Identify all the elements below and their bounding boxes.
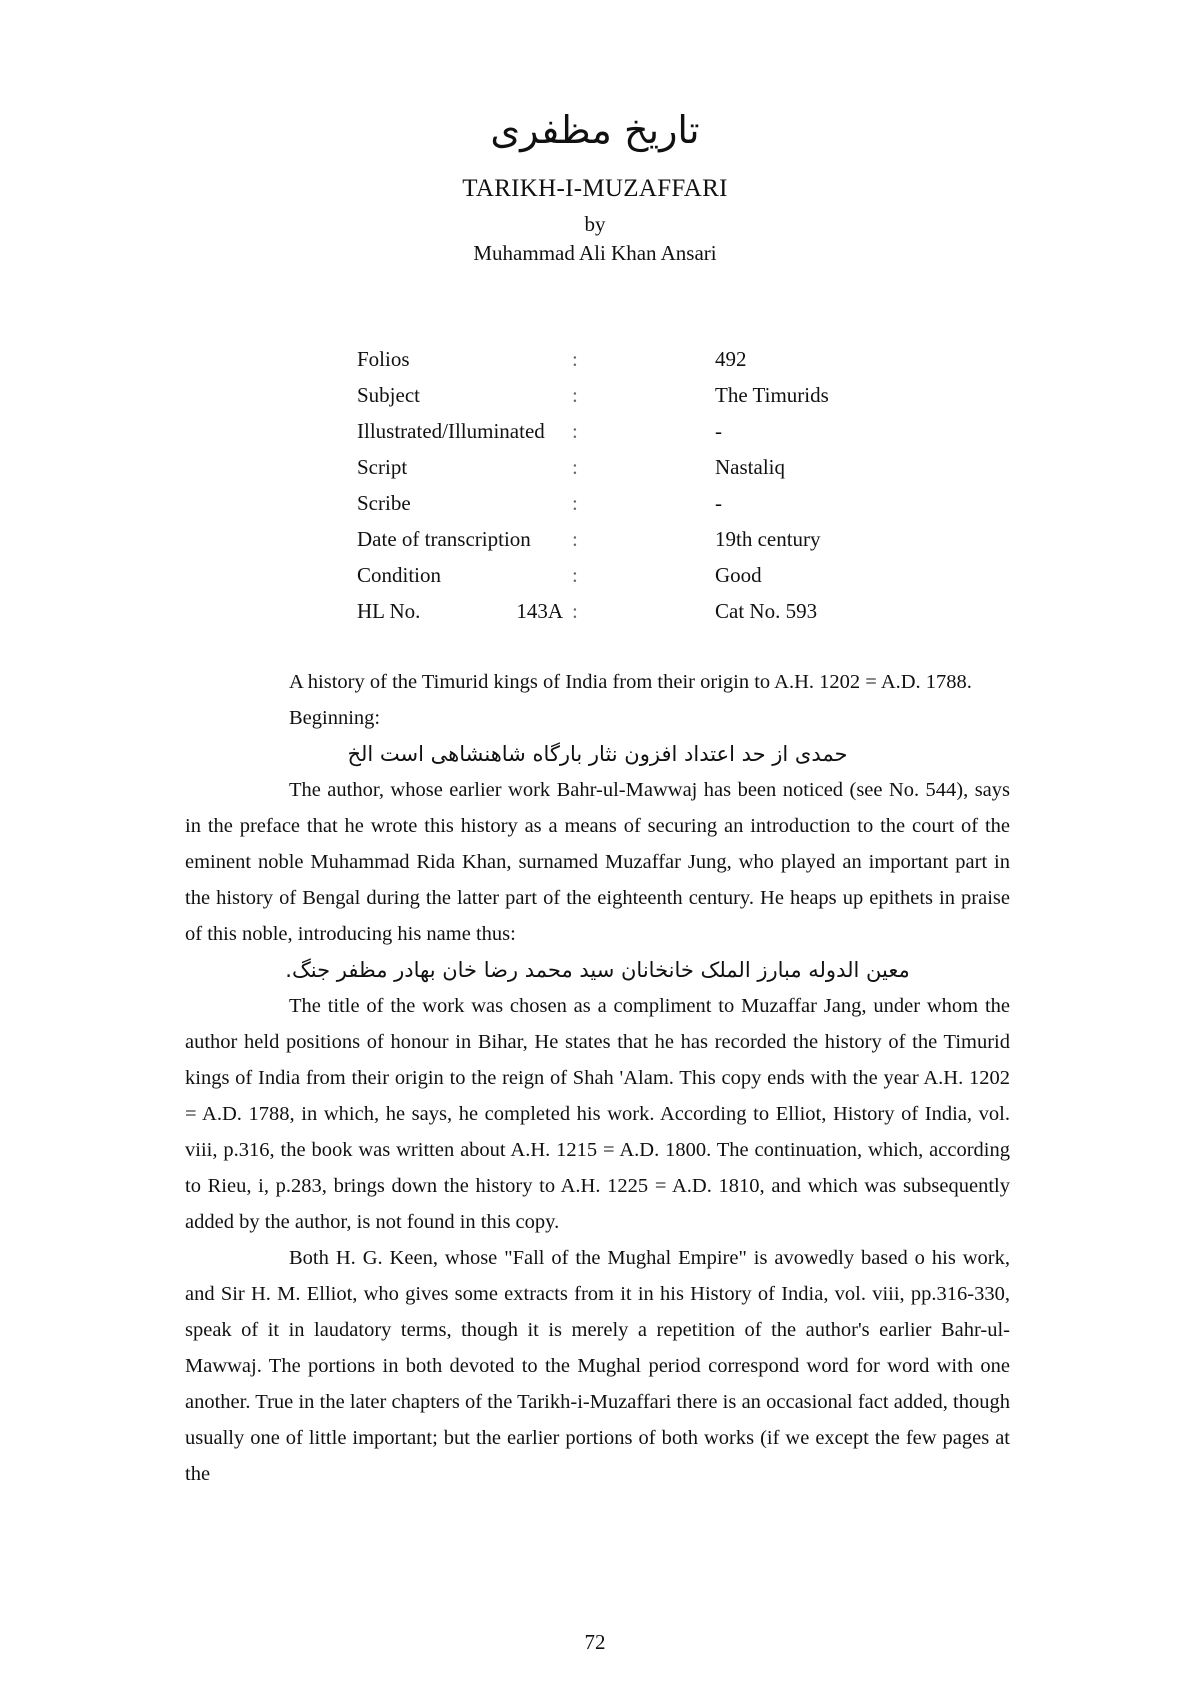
manuscript-metadata-table xyxy=(357,341,915,629)
document-body xyxy=(185,664,1010,1492)
meta-value: 19th century xyxy=(715,526,821,551)
meta-value: - xyxy=(715,490,722,515)
author-name: Muhammad Ali Khan Ansari xyxy=(473,241,717,265)
hl-number: 143A xyxy=(516,598,564,623)
cat-number: Cat No. 593 xyxy=(715,598,818,623)
meta-label: Subject xyxy=(357,382,420,407)
meta-label-hl xyxy=(357,593,572,629)
meta-label: Condition xyxy=(357,562,442,587)
meta-separator: : xyxy=(572,598,578,623)
meta-row-folios xyxy=(357,341,915,377)
meta-separator: : xyxy=(572,382,578,407)
meta-row-hl xyxy=(357,593,915,629)
paragraph-2: The title of the work was chosen as a compliment to Muzaffar Jang, under whom the author held positions of honour in Bihar, He states that he has recorded the history of the Timurid kings of India from their origin to the reign of Shah 'Alam. This copy ends with the year A.H. 1202 = A.D. 1788, in which, he says, he completed his work. According to Elliot, History of India, vol. viii, p.316, the book was written about A.H. 1215 = A.D. 1800. The continuation, which, according to Rieu, i, p.283, brings down the history to A.H. 1225 = A.D. 1810, and which was subsequently added by the author, is not found in this copy. xyxy=(185,995,1010,1233)
meta-row-condition xyxy=(357,557,915,593)
title-arabic: تاریخ مظفری xyxy=(490,108,700,152)
meta-separator: : xyxy=(572,418,578,443)
intro-paragraph: A history of the Timurid kings of India from their origin to A.H. 1202 = A.D. 1788. xyxy=(289,671,972,693)
meta-label: Illustrated/Illuminated xyxy=(357,418,545,443)
meta-value: Nastaliq xyxy=(715,454,785,479)
meta-separator: : xyxy=(572,454,578,479)
meta-value: Good xyxy=(715,562,762,587)
meta-label: Scribe xyxy=(357,490,411,515)
meta-label: Date of transcription xyxy=(357,526,531,551)
paragraph-3: Both H. G. Keen, whose "Fall of the Mughal Empire" is avowedly based o his work, and Sir H. M. Elliot, who gives some extracts from it in his History of India, vol. viii, pp.316-330, speak of it in laudatory terms, though it is merely a repetition of the author's earlier Bahr-ul-Mawwaj. The portions in both devoted to the Mughal period correspond word for word with one another. True in the later chapters of the Tarikh-i-Muzaffari there is an occasional fact added, though usually one of little important; but the earlier portions of both works (if we except the few pages at the xyxy=(185,1247,1010,1485)
beginning-arabic: حمدی از حد اعتداد افزون نثار بارگاه شاهنشاهی است الخ xyxy=(347,742,848,766)
document-title: TARIKH-I-MUZAFFARI xyxy=(462,175,728,202)
meta-label: Folios xyxy=(357,346,410,371)
meta-label: Script xyxy=(357,454,408,479)
meta-separator: : xyxy=(572,526,578,551)
meta-separator: : xyxy=(572,490,578,515)
meta-value: - xyxy=(715,418,722,443)
page-number: 72 xyxy=(584,1630,606,1654)
meta-separator: : xyxy=(572,346,578,371)
meta-row-illustrated xyxy=(357,413,915,449)
meta-row-subject xyxy=(357,377,915,413)
meta-value: 492 xyxy=(715,346,747,371)
meta-row-script xyxy=(357,449,915,485)
paragraph-1: The author, whose earlier work Bahr-ul-Mawwaj has been noticed (see No. 544), says in the preface that he wrote this history as a means of securing an introduction to the court of the eminent noble Muhammad Rida Khan, surnamed Muzaffar Jung, who played an important part in the history of Bengal during the latter part of the eighteenth century. He heaps up epithets in praise of this noble, introducing his name thus: xyxy=(185,779,1010,945)
meta-value: The Timurids xyxy=(715,382,829,407)
meta-row-date xyxy=(357,521,915,557)
epithet-arabic: معین الدوله مبارز الملک خانخانان سید محمد رضا خان بهادر مظفر جنگ. xyxy=(285,958,910,982)
hl-label: HL No. xyxy=(357,598,421,623)
meta-separator: : xyxy=(572,562,578,587)
beginning-label: Beginning: xyxy=(289,707,381,729)
by-line: by xyxy=(584,212,606,236)
meta-row-scribe xyxy=(357,485,915,521)
